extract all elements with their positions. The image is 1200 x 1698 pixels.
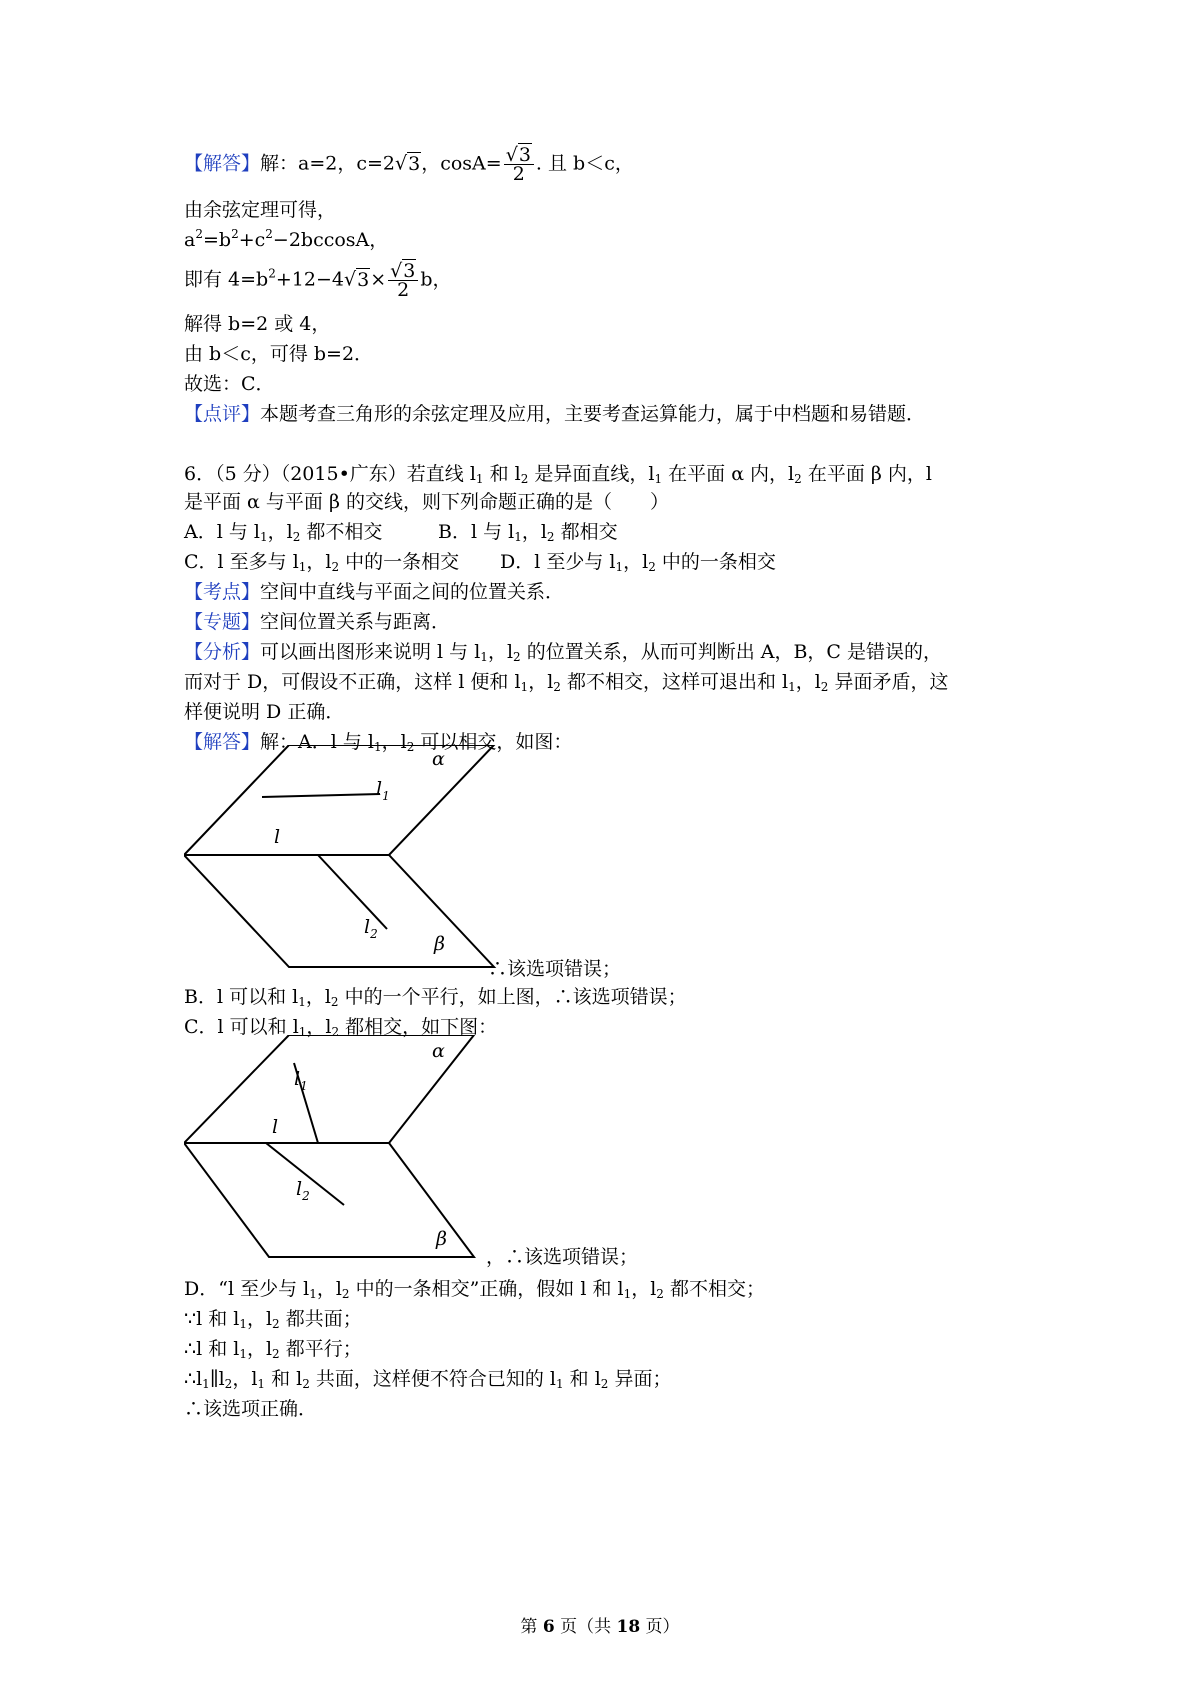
question-stem: 6．（5 分）（2015•广东）若直线 $l_1$ 和 $l_2$ 是异面直线，$l_1$ 在平面 α 内，$l_2$ 在平面 β 内，l (184, 463, 932, 486)
plane-alpha (184, 745, 494, 855)
plane-beta (184, 855, 494, 967)
proof-line-3: $\therefore l_1\parallel l_2$，$l_1$ 和 $l_2$ 共面，这样便不符合已知的 $l_1$ 和 $l_2$ 异面； (184, 1368, 672, 1391)
l1-label: $l_1$ (294, 1068, 308, 1093)
fraction-sqrt3-over-2: $\frac{√3}{2}$ (504, 146, 534, 183)
kaodian-line: 【考点】空间中直线与平面之间的位置关系． (184, 581, 565, 603)
answer-text: ，cosA= (421, 152, 502, 175)
zhuanti-line: 【专题】空间位置关系与距离． (184, 611, 451, 633)
comment-tag: 【点评】 (184, 403, 261, 425)
l1-label: $l_1$ (376, 778, 390, 803)
jieda-tag: 【解答】 (184, 731, 261, 753)
option-c-analysis: C．l 可以和 $l_1$，$l_2$ 都相交，如下图： (184, 1016, 498, 1039)
line-l1 (262, 794, 380, 797)
beta-label: β (434, 933, 445, 955)
figure-planes-1 (184, 745, 524, 975)
answer-text: . 且 b＜c， (535, 152, 634, 175)
option-b: B．l 与 $l_1$，$l_2$ 都相交 (438, 521, 618, 544)
comment-line: 【点评】本题考查三角形的余弦定理及应用，主要考查运算能力，属于中档题和易错题． (184, 403, 926, 425)
plane-alpha (184, 1035, 474, 1143)
proof-line-2: ∴l 和 $l_1$，$l_2$ 都平行； (184, 1338, 362, 1361)
beta-label: β (436, 1228, 447, 1250)
answer-text: 解：a=2，c=2 (260, 152, 396, 175)
option-b-analysis: B．l 可以和 $l_1$，$l_2$ 中的一个平行，如上图，∴该选项错误； (184, 986, 687, 1009)
fenxi-line-2: 而对于 D，可假设不正确，这样 l 便和 $l_1$，$l_2$ 都不相交，这样可退出和 $l_1$，$l_2$ 异面矛盾，这 (184, 671, 949, 694)
l-label: l (272, 1116, 279, 1138)
l2-label: $l_2$ (296, 1178, 310, 1203)
l2-label: $l_2$ (364, 916, 378, 941)
answer-line-1: 【解答】解：a=2，c=2√3，cosA= $\frac{√3}{2}$ . 且 b＜c， (184, 144, 634, 185)
fenxi-line-3: 样便说明 D 正确． (184, 701, 345, 723)
option-c: C．l 至多与 $l_1$，$l_2$ 中的一条相交 (184, 551, 460, 574)
alpha-label: α (432, 748, 445, 770)
fig2-conclusion: ，∴该选项错误； (486, 1246, 639, 1268)
fenxi-tag: 【分析】 (184, 641, 261, 663)
l-label: l (274, 826, 281, 848)
fenxi-line-1: 【分析】可以画出图形来说明 l 与 $l_1$，$l_2$ 的位置关系，从而可判断出 A，B，C 是错误的， (184, 641, 942, 664)
text-line: 由余弦定理可得， (184, 199, 337, 221)
page-footer: 第 6 页（共 18 页） (520, 1617, 680, 1637)
sqrt-3: 3 (408, 152, 421, 175)
page-total: 18 (616, 1617, 641, 1637)
jieda-line: 【解答】解：A．l 与 $l_1$，$l_2$ 可以相交，如图： (184, 731, 573, 754)
answer-tag: 【解答】 (184, 152, 261, 175)
question-stem-line-2: 是平面 α 与平面 β 的交线，则下列命题正确的是（ ） (184, 491, 669, 513)
option-d: D．l 至少与 $l_1$，$l_2$ 中的一条相交 (500, 551, 776, 574)
fraction-sqrt3-over-2: $\frac{√3}{2}$ (388, 262, 418, 299)
kaodian-tag: 【考点】 (184, 581, 261, 603)
proof-line-1: ∵l 和 $l_1$，$l_2$ 都共面； (184, 1308, 362, 1331)
zhuanti-tag: 【专题】 (184, 611, 261, 633)
fig1-conclusion: ∴该选项错误； (488, 958, 622, 980)
figure-planes-2 (184, 1035, 504, 1265)
proof-conclusion: ∴该选项正确． (184, 1398, 318, 1420)
text-line: 故选：C． (184, 373, 275, 395)
option-a: A．l 与 $l_1$，$l_2$ 都不相交 (184, 521, 383, 544)
page-number: 6 (542, 1617, 555, 1637)
substitution-line: 即有 $4=b^2+12-4√3\times$ $\frac{√3}{2}$ b， (184, 260, 452, 301)
line-l2 (318, 855, 387, 929)
text-line: 解得 b=2 或 4， (184, 313, 331, 335)
text-line: 由 b＜c，可得 b=2． (184, 343, 374, 365)
plane-beta (184, 1143, 474, 1257)
law-of-cosines-formula: $a^2=b^2+c^2-2bccosA$， (184, 227, 389, 251)
alpha-label: α (432, 1040, 445, 1062)
option-d-analysis: D．“l 至少与 $l_1$，$l_2$ 中的一条相交”正确，假如 l 和 $l_1$，$l_2$ 都不相交； (184, 1278, 765, 1301)
